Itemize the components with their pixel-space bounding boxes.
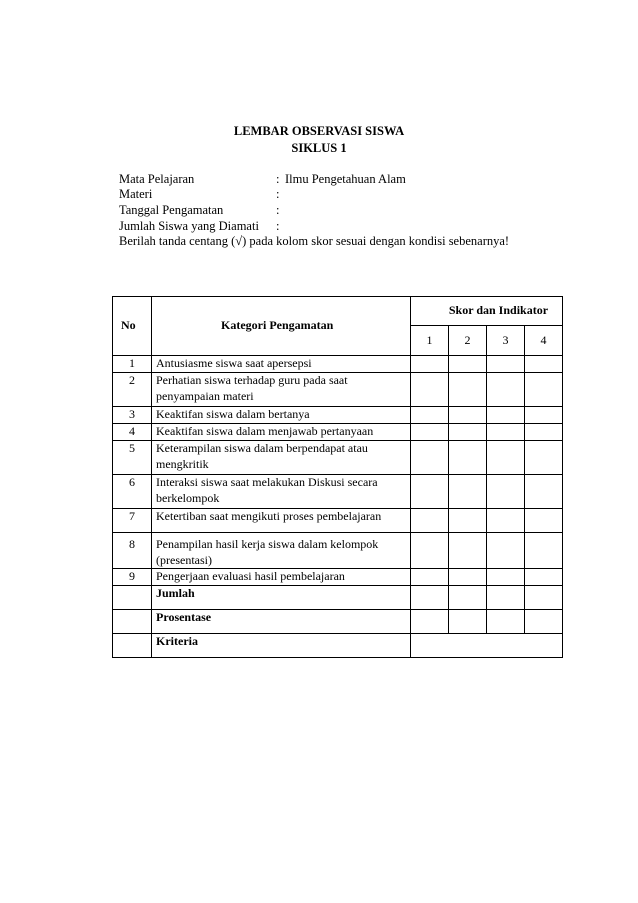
score-cell-2[interactable]: [449, 356, 487, 373]
score-cell-1[interactable]: [411, 356, 449, 373]
prosentase-row: [113, 610, 563, 634]
score-cell-3[interactable]: [487, 533, 525, 569]
instruction-text: Berilah tanda centang (√) pada kolom skor sesuai dengan kondisi sebenarnya!: [119, 234, 510, 248]
prosentase-label: Prosentase: [152, 610, 411, 634]
row-number-empty: [113, 610, 152, 634]
score-cell-4[interactable]: [525, 407, 563, 424]
table-row: [113, 424, 563, 441]
prosentase-cell-3[interactable]: [487, 610, 525, 634]
table-row: [113, 373, 563, 407]
table-row: [113, 509, 563, 533]
score-cell-1[interactable]: [411, 441, 449, 475]
prosentase-cell-1[interactable]: [411, 610, 449, 634]
score-cell-1[interactable]: [411, 475, 449, 509]
table-row: [113, 475, 563, 509]
score-cell-2[interactable]: [449, 533, 487, 569]
score-header-4: 4: [525, 326, 563, 356]
table-row: [113, 533, 563, 569]
table-row: [113, 356, 563, 373]
score-cell-2[interactable]: [449, 424, 487, 441]
header-skor: Skor dan Indikator: [411, 297, 563, 326]
row-number: 4: [113, 424, 152, 441]
jumlah-cell-2[interactable]: [449, 586, 487, 610]
row-kategori: Antusiasme siswa saat apersepsi: [152, 356, 411, 373]
info-label: Tanggal Pengamatan: [119, 203, 224, 217]
jumlah-label: Jumlah: [152, 586, 411, 610]
info-colon: :: [276, 172, 280, 186]
score-cell-4[interactable]: [525, 509, 563, 533]
row-number-empty: [113, 586, 152, 610]
prosentase-cell-4[interactable]: [525, 610, 563, 634]
kriteria-label: Kriteria: [152, 634, 411, 658]
score-cell-3[interactable]: [487, 407, 525, 424]
jumlah-row: [113, 586, 563, 610]
row-kategori: Ketertiban saat mengikuti proses pembelajaran: [152, 509, 411, 533]
score-cell-2[interactable]: [449, 441, 487, 475]
score-cell-1[interactable]: [411, 569, 449, 586]
row-kategori: Keterampilan siswa dalam berpendapat atau mengkritik: [152, 441, 411, 475]
row-kategori: Pengerjaan evaluasi hasil pembelajaran: [152, 569, 411, 586]
score-cell-1[interactable]: [411, 424, 449, 441]
document-subtitle: SIKLUS 1: [291, 141, 347, 155]
info-value: Ilmu Pengetahuan Alam: [285, 172, 406, 186]
score-header-3: 3: [487, 326, 525, 356]
observation-table: [112, 296, 563, 658]
row-number: 3: [113, 407, 152, 424]
row-number: 5: [113, 441, 152, 475]
jumlah-cell-4[interactable]: [525, 586, 563, 610]
score-cell-4[interactable]: [525, 441, 563, 475]
score-cell-3[interactable]: [487, 569, 525, 586]
score-cell-1[interactable]: [411, 533, 449, 569]
info-label: Jumlah Siswa yang Diamati: [119, 219, 259, 233]
info-colon: :: [276, 203, 280, 217]
row-kategori: Interaksi siswa saat melakukan Diskusi secara berkelompok: [152, 475, 411, 509]
score-cell-1[interactable]: [411, 407, 449, 424]
score-cell-2[interactable]: [449, 475, 487, 509]
score-header-2: 2: [449, 326, 487, 356]
score-cell-3[interactable]: [487, 373, 525, 407]
score-cell-2[interactable]: [449, 407, 487, 424]
score-cell-4[interactable]: [525, 569, 563, 586]
score-header-1: 1: [411, 326, 449, 356]
score-cell-4[interactable]: [525, 373, 563, 407]
score-cell-2[interactable]: [449, 373, 487, 407]
score-cell-1[interactable]: [411, 509, 449, 533]
row-kategori: Perhatian siswa terhadap guru pada saat penyampaian materi: [152, 373, 411, 407]
row-number: 2: [113, 373, 152, 407]
prosentase-cell-2[interactable]: [449, 610, 487, 634]
row-kategori: Keaktifan siswa dalam bertanya: [152, 407, 411, 424]
info-label: Mata Pelajaran: [119, 172, 195, 186]
score-cell-2[interactable]: [449, 509, 487, 533]
row-number-empty: [113, 634, 152, 658]
jumlah-cell-3[interactable]: [487, 586, 525, 610]
score-cell-3[interactable]: [487, 509, 525, 533]
jumlah-cell-1[interactable]: [411, 586, 449, 610]
score-cell-4[interactable]: [525, 533, 563, 569]
kriteria-row: [113, 634, 563, 658]
table-row: [113, 569, 563, 586]
info-colon: :: [276, 219, 280, 233]
score-cell-3[interactable]: [487, 441, 525, 475]
score-cell-4[interactable]: [525, 424, 563, 441]
table-row: [113, 407, 563, 424]
score-cell-3[interactable]: [487, 356, 525, 373]
row-number: 9: [113, 569, 152, 586]
row-number: 6: [113, 475, 152, 509]
row-number: 8: [113, 533, 152, 569]
table-row: [113, 441, 563, 475]
header-kategori: Kategori Pengamatan: [152, 297, 411, 356]
row-kategori: Penampilan hasil kerja siswa dalam kelompok (presentasi): [152, 533, 411, 569]
score-cell-3[interactable]: [487, 424, 525, 441]
info-label: Materi: [119, 187, 153, 201]
row-number: 7: [113, 509, 152, 533]
score-cell-4[interactable]: [525, 475, 563, 509]
kriteria-cell[interactable]: [411, 634, 563, 658]
header-no: No: [113, 297, 152, 356]
score-cell-4[interactable]: [525, 356, 563, 373]
row-kategori: Keaktifan siswa dalam menjawab pertanyaan: [152, 424, 411, 441]
document-title: LEMBAR OBSERVASI SISWA: [233, 124, 405, 138]
score-cell-2[interactable]: [449, 569, 487, 586]
info-colon: :: [276, 187, 280, 201]
score-cell-1[interactable]: [411, 373, 449, 407]
score-cell-3[interactable]: [487, 475, 525, 509]
row-number: 1: [113, 356, 152, 373]
